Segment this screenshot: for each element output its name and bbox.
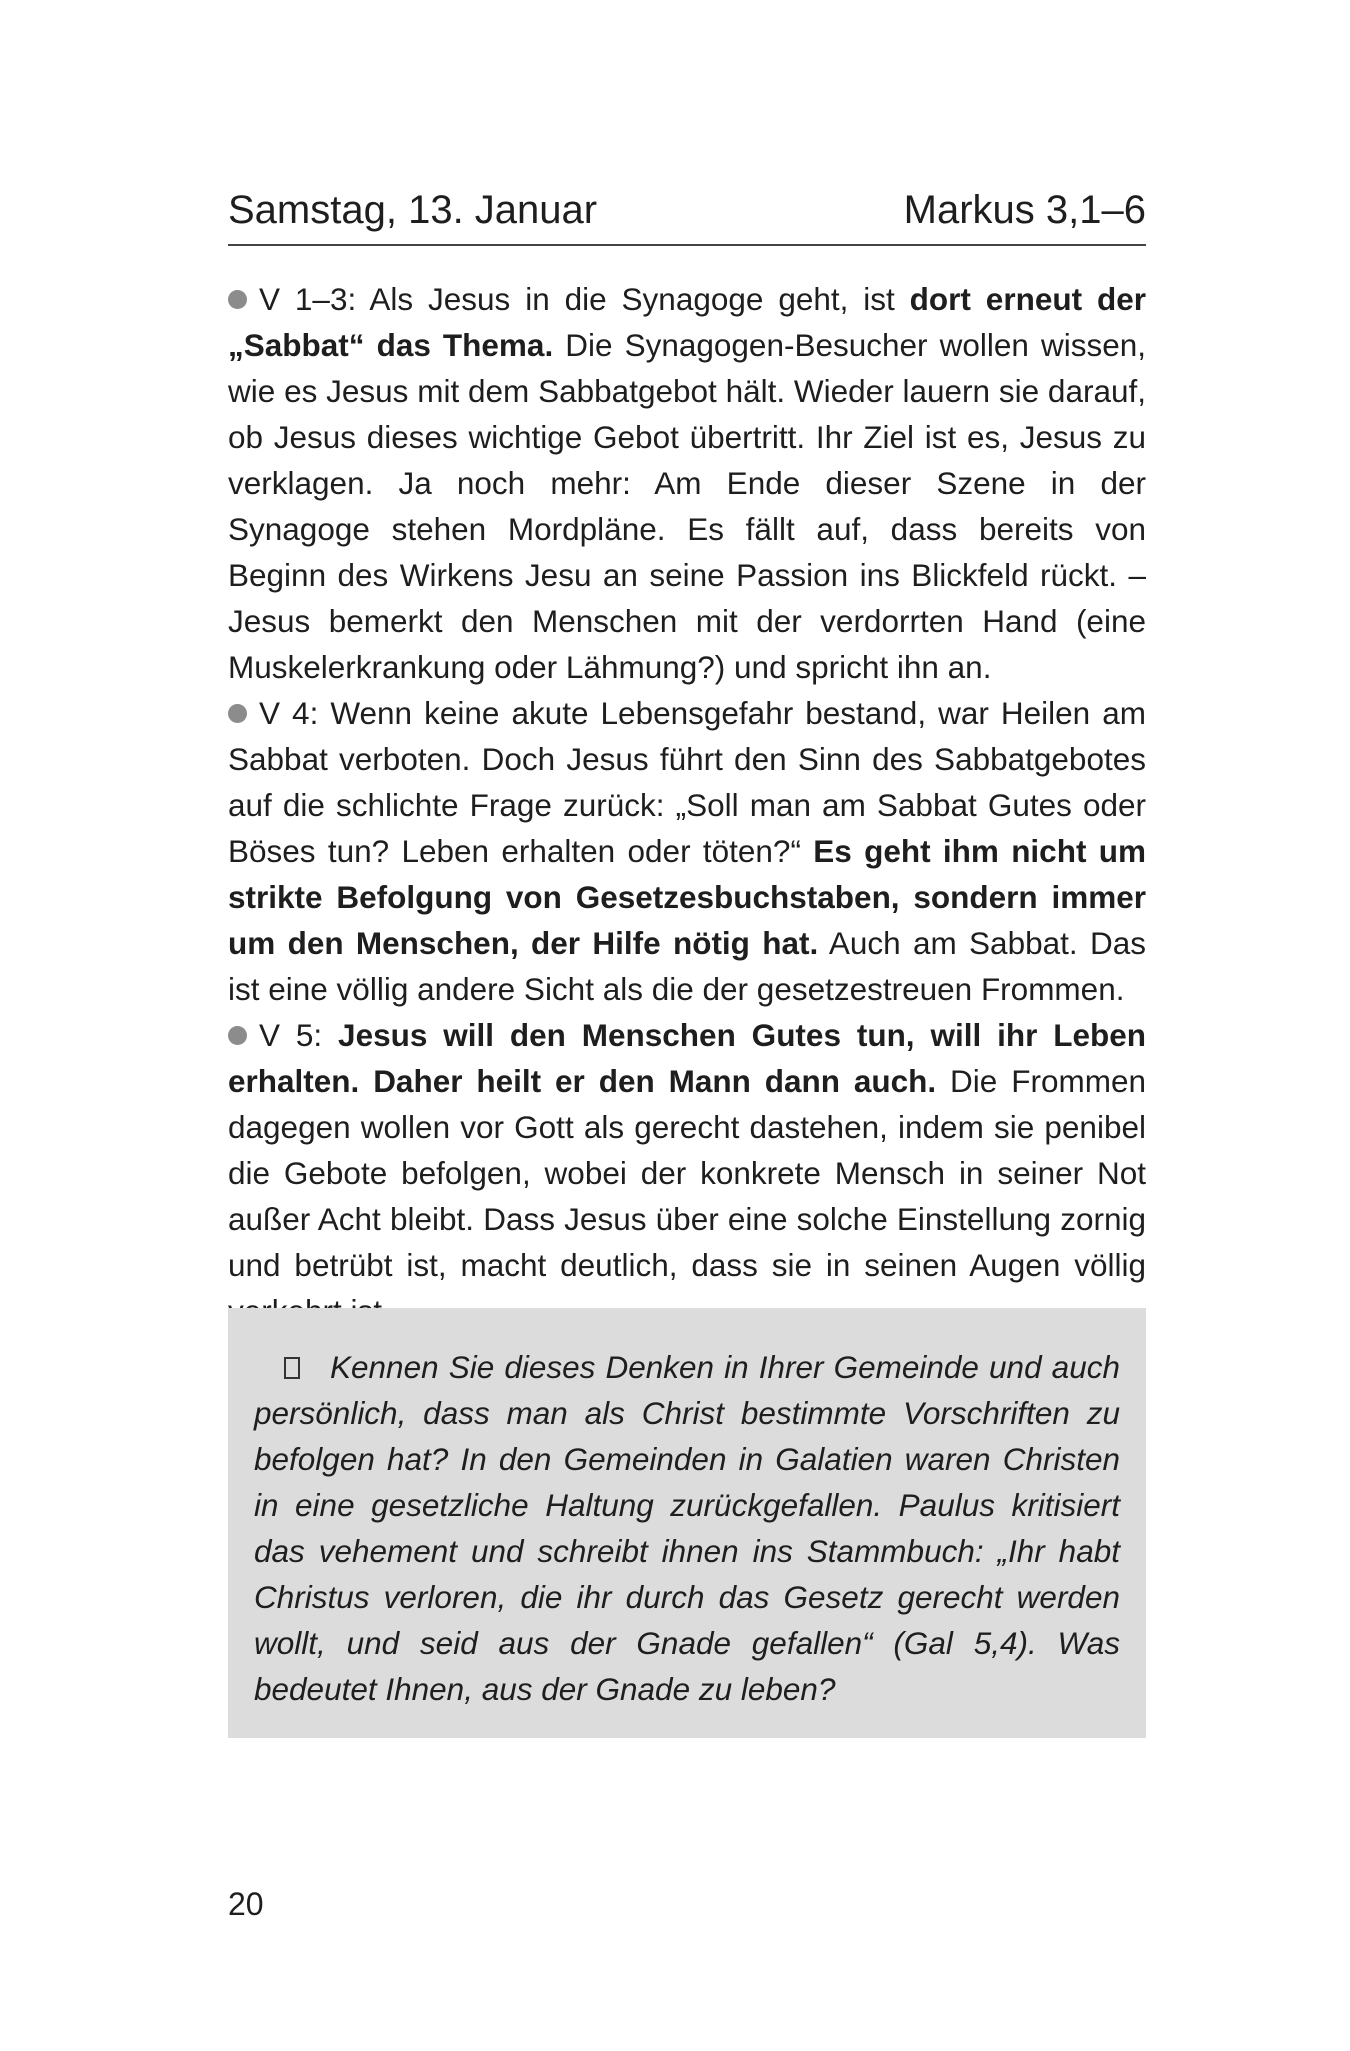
body-text: Auch am Sabbat. Das ist eine völlig andere Sicht als die der gesetzestreuen Frommen. [228, 925, 1146, 1007]
bullet-dot-icon [228, 704, 247, 723]
question-box-icon [284, 1357, 300, 1379]
bullet-dot-icon [228, 1026, 247, 1045]
reflection-box [228, 1308, 1146, 1738]
header-bible-reference: Markus 3,1–6 [903, 188, 1146, 232]
body-text: V 5: [259, 1017, 339, 1053]
page-header [228, 186, 1146, 246]
header-date: Samstag, 13. Januar [228, 188, 598, 232]
commentary-paragraph [228, 276, 1146, 690]
body-text: V 4: Wenn keine akute Lebensgefahr bestand, war Heilen am Sabbat verboten. Doch Jesus führt den Sinn des Sabbatgebotes auf die schlichte Frage zurück: „Soll man am Sabbat Gutes oder Böses tun? Leben erhalten oder töten?“ [228, 695, 1146, 869]
reflection-paragraph [254, 1344, 1120, 1712]
emphasis-text: Es geht ihm nicht um strikte Befolgung von Gesetzesbuchstaben, sondern immer um den Menschen, der Hilfe nötig hat. [228, 833, 1146, 961]
emphasis-text: Jesus will den Menschen Gutes tun, will ihr Leben erhalten. Daher heilt er den Mann dann auch. [228, 1017, 1146, 1099]
body-text: Die Synagogen-Besucher wollen wissen, wie es Jesus mit dem Sabbatgebot hält. Wieder lauern sie darauf, ob Jesus dieses wichtige Gebot übertritt. Ihr Ziel ist es, Jesus zu verklagen. Ja noch mehr: Am Ende dieser Szene in der Synagoge stehen Mordpläne. Es fällt auf, dass bereits von Beginn des Wirkens Jesu an seine Passion ins Blickfeld rückt. – Jesus bemerkt den Menschen mit der verdorrten Hand (eine Muskelerkrankung oder Lähmung?) und spricht ihn an. [228, 327, 1146, 685]
commentary-body [228, 276, 1146, 1334]
emphasis-text: dort erneut der „Sabbat“ das Thema. [228, 281, 1146, 363]
page-number: 20 [228, 1886, 264, 1922]
bullet-dot-icon [228, 290, 247, 309]
body-text: V 1–3: Als Jesus in die Synagoge geht, ist [259, 281, 910, 317]
commentary-paragraph [228, 1012, 1146, 1334]
commentary-paragraph [228, 690, 1146, 1012]
reflection-text: Kennen Sie dieses Denken in Ihrer Gemeinde und auch persönlich, dass man als Christ bestimmte Vorschriften zu befolgen hat? In den Gemeinden in Galatien waren Christen in eine gesetzliche Haltung zurückgefallen. Paulus kritisiert das vehement und schreibt ihnen ins Stammbuch: „Ihr habt Christus verloren, die ihr durch das Gesetz gerecht werden wollt, und seid aus der Gnade gefallen“ (Gal 5,4). Was bedeutet Ihnen, aus der Gnade zu leben? [254, 1349, 1120, 1707]
body-text: Die Frommen dagegen wollen vor Gott als gerecht dastehen, indem sie penibel die Gebote befolgen, wobei der konkrete Mensch in seiner Not außer Acht bleibt. Dass Jesus über eine solche Einstellung zornig und betrübt ist, macht deutlich, dass sie in seinen Augen völlig [228, 1063, 1146, 1283]
